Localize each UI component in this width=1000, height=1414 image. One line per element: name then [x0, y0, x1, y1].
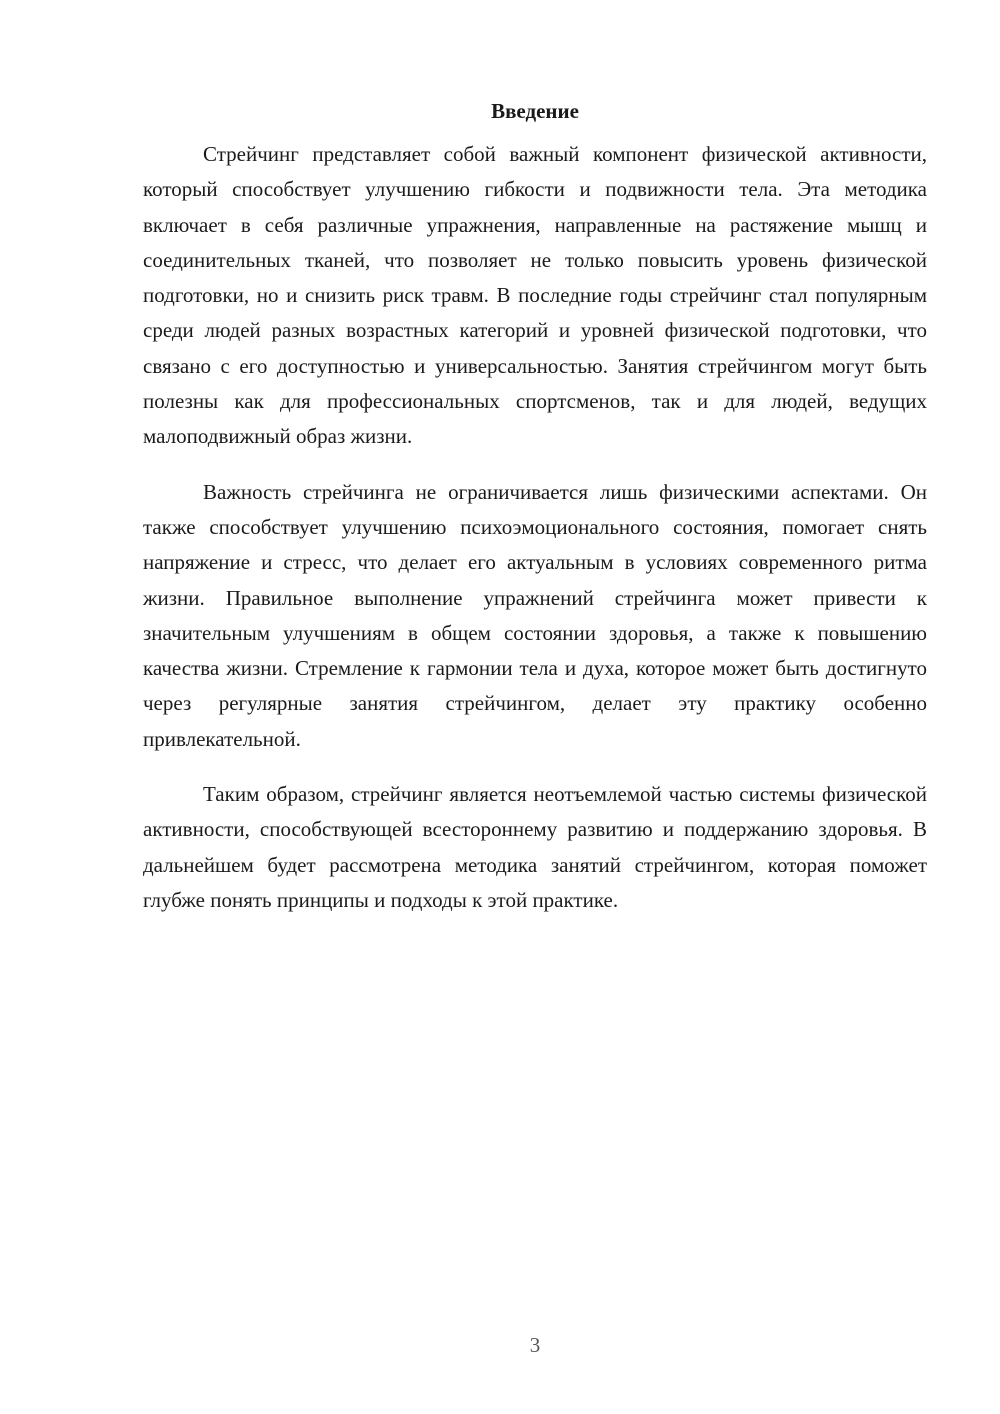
- page-number: 3: [529, 1333, 541, 1357]
- paragraph-3: Таким образом, стрейчинг является неотъемлемой частью системы физической активности, способствующей всестороннему развитию и поддержанию здоровья. В дальнейшем будет рассмотрена методика занятий стрейчингом, которая поможет глубже понять принципы и подходы к этой практике.: [143, 782, 927, 912]
- paragraph-1: Стрейчинг представляет собой важный компонент физической активности, который способствует улучшению гибкости и подвижности тела. Эта методика включает в себя различные упражнения, направленные на растяжение мышц и соединительных тканей, что позволяет не только повысить уровень физической подготовки, но и снизить риск травм. В последние годы стрейчинг стал популярным среди людей разных возрастных категорий и уровней физической подготовки, что связано с его доступностью и универсальностью. Занятия стрейчингом могут быть полезны как для профессиональных спортсменов, так и для людей, ведущих малоподвижный образ жизни.: [143, 142, 927, 449]
- paragraph-2: Важность стрейчинга не ограничивается лишь физическими аспектами. Он также способствует улучшению психоэмоционального состояния, помогает снять напряжение и стресс, что делает его актуальным в условиях современного ритма жизни. Правильное выполнение упражнений стрейчинга может привести к значительным улучшениям в общем состоянии здоровья, а также к повышению качества жизни. Стремление к гармонии тела и духа, которое может быть достигнуто через регулярные занятия стрейчингом, делает эту практику особенно привлекательной.: [143, 479, 927, 751]
- page-content: [143, 94, 927, 938]
- section-title: Введение: [491, 99, 579, 123]
